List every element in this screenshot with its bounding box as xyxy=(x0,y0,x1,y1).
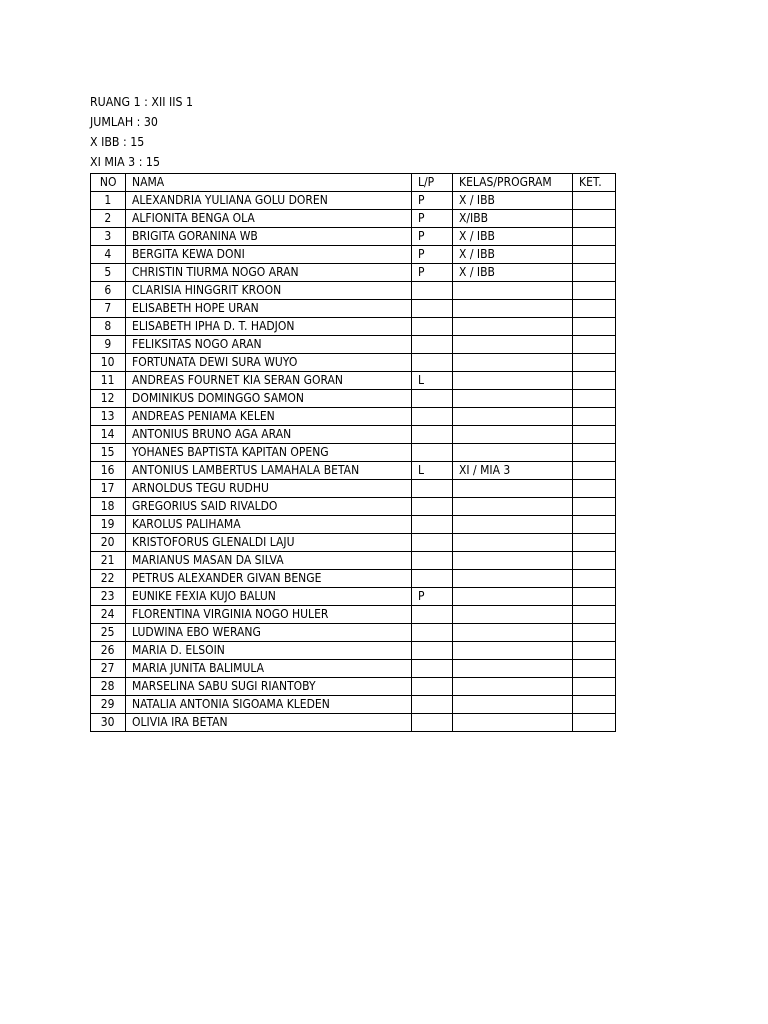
cell-kelas xyxy=(453,444,573,462)
cell-lp xyxy=(412,354,453,372)
cell-kelas xyxy=(453,624,573,642)
cell-nama: LUDWINA EBO WERANG xyxy=(126,624,412,642)
cell-lp xyxy=(412,624,453,642)
table-row xyxy=(91,480,616,498)
cell-lp xyxy=(412,696,453,714)
cell-nama: BRIGITA GORANINA WB xyxy=(126,228,412,246)
cell-ket xyxy=(573,300,616,318)
cell-no: 21 xyxy=(91,552,126,570)
cell-kelas xyxy=(453,678,573,696)
table-row xyxy=(91,426,616,444)
cell-ket xyxy=(573,696,616,714)
cell-lp xyxy=(412,534,453,552)
table-row xyxy=(91,606,616,624)
cell-kelas xyxy=(453,480,573,498)
cell-ket xyxy=(573,660,616,678)
cell-kelas xyxy=(453,570,573,588)
table-row xyxy=(91,624,616,642)
table-row xyxy=(91,516,616,534)
cell-ket xyxy=(573,642,616,660)
table-row xyxy=(91,408,616,426)
cell-lp xyxy=(412,444,453,462)
cell-lp xyxy=(412,660,453,678)
cell-no: 6 xyxy=(91,282,126,300)
cell-no: 1 xyxy=(91,192,126,210)
table-header-row xyxy=(91,174,616,192)
cell-no: 13 xyxy=(91,408,126,426)
column-header-nama: NAMA xyxy=(126,174,412,192)
cell-nama: NATALIA ANTONIA SIGOAMA KLEDEN xyxy=(126,696,412,714)
cell-kelas xyxy=(453,336,573,354)
cell-nama: ALEXANDRIA YULIANA GOLU DOREN xyxy=(126,192,412,210)
cell-no: 29 xyxy=(91,696,126,714)
cell-nama: ANDREAS FOURNET KIA SERAN GORAN xyxy=(126,372,412,390)
cell-kelas xyxy=(453,714,573,732)
cell-kelas xyxy=(453,498,573,516)
cell-ket xyxy=(573,570,616,588)
cell-nama: FORTUNATA DEWI SURA WUYO xyxy=(126,354,412,372)
cell-kelas xyxy=(453,642,573,660)
cell-ket xyxy=(573,588,616,606)
cell-no: 4 xyxy=(91,246,126,264)
column-header-ket: KET. xyxy=(573,174,616,192)
cell-ket xyxy=(573,264,616,282)
cell-no: 19 xyxy=(91,516,126,534)
cell-kelas xyxy=(453,606,573,624)
cell-kelas: X / IBB xyxy=(453,228,573,246)
cell-kelas xyxy=(453,408,573,426)
cell-nama: ANTONIUS BRUNO AGA ARAN xyxy=(126,426,412,444)
cell-kelas xyxy=(453,534,573,552)
table-row xyxy=(91,282,616,300)
cell-no: 30 xyxy=(91,714,126,732)
cell-no: 2 xyxy=(91,210,126,228)
cell-ket xyxy=(573,228,616,246)
cell-kelas xyxy=(453,300,573,318)
cell-kelas xyxy=(453,390,573,408)
cell-nama: ARNOLDUS TEGU RUDHU xyxy=(126,480,412,498)
cell-lp: P xyxy=(412,246,453,264)
class-count-xi-mia-3: XI MIA 3 : 15 xyxy=(90,155,160,169)
cell-kelas xyxy=(453,426,573,444)
cell-ket xyxy=(573,282,616,300)
cell-lp xyxy=(412,426,453,444)
cell-lp xyxy=(412,318,453,336)
cell-nama: MARSELINA SABU SUGI RIANTOBY xyxy=(126,678,412,696)
cell-kelas xyxy=(453,282,573,300)
document-header xyxy=(90,92,193,172)
cell-no: 15 xyxy=(91,444,126,462)
cell-nama: DOMINIKUS DOMINGGO SAMON xyxy=(126,390,412,408)
room-title: RUANG 1 : XII IIS 1 xyxy=(90,95,194,109)
cell-ket xyxy=(573,678,616,696)
cell-no: 22 xyxy=(91,570,126,588)
table-row xyxy=(91,246,616,264)
cell-no: 12 xyxy=(91,390,126,408)
cell-no: 27 xyxy=(91,660,126,678)
table-row xyxy=(91,228,616,246)
cell-no: 18 xyxy=(91,498,126,516)
table-row xyxy=(91,714,616,732)
table-row xyxy=(91,444,616,462)
cell-nama: CLARISIA HINGGRIT KROON xyxy=(126,282,412,300)
cell-lp: L xyxy=(412,462,453,480)
cell-nama: ANTONIUS LAMBERTUS LAMAHALA BETAN xyxy=(126,462,412,480)
cell-kelas xyxy=(453,354,573,372)
cell-ket xyxy=(573,246,616,264)
cell-lp xyxy=(412,552,453,570)
table-row xyxy=(91,498,616,516)
cell-ket xyxy=(573,192,616,210)
cell-nama: YOHANES BAPTISTA KAPITAN OPENG xyxy=(126,444,412,462)
cell-no: 9 xyxy=(91,336,126,354)
cell-kelas xyxy=(453,372,573,390)
cell-nama: BERGITA KEWA DONI xyxy=(126,246,412,264)
cell-ket xyxy=(573,408,616,426)
cell-no: 23 xyxy=(91,588,126,606)
cell-nama: PETRUS ALEXANDER GIVAN BENGE xyxy=(126,570,412,588)
cell-nama: ELISABETH HOPE URAN xyxy=(126,300,412,318)
cell-kelas: XI / MIA 3 xyxy=(453,462,573,480)
column-header-lp: L/P xyxy=(412,174,453,192)
cell-lp xyxy=(412,480,453,498)
cell-no: 26 xyxy=(91,642,126,660)
cell-ket xyxy=(573,318,616,336)
cell-lp xyxy=(412,606,453,624)
cell-no: 25 xyxy=(91,624,126,642)
table-row xyxy=(91,264,616,282)
cell-nama: ALFIONITA BENGA OLA xyxy=(126,210,412,228)
cell-ket xyxy=(573,210,616,228)
cell-lp xyxy=(412,282,453,300)
cell-ket xyxy=(573,354,616,372)
cell-lp: P xyxy=(412,210,453,228)
cell-no: 20 xyxy=(91,534,126,552)
cell-kelas: X / IBB xyxy=(453,192,573,210)
cell-nama: KRISTOFORUS GLENALDI LAJU xyxy=(126,534,412,552)
cell-no: 3 xyxy=(91,228,126,246)
cell-lp: P xyxy=(412,192,453,210)
cell-ket xyxy=(573,534,616,552)
table-row xyxy=(91,570,616,588)
cell-ket xyxy=(573,444,616,462)
class-count-x-ibb: X IBB : 15 xyxy=(90,135,145,149)
cell-nama: KAROLUS PALIHAMA xyxy=(126,516,412,534)
table-row xyxy=(91,534,616,552)
cell-nama: MARIANUS MASAN DA SILVA xyxy=(126,552,412,570)
cell-lp: P xyxy=(412,588,453,606)
cell-nama: CHRISTIN TIURMA NOGO ARAN xyxy=(126,264,412,282)
cell-kelas: X / IBB xyxy=(453,264,573,282)
table-row xyxy=(91,696,616,714)
cell-kelas xyxy=(453,516,573,534)
cell-lp xyxy=(412,642,453,660)
cell-nama: ANDREAS PENIAMA KELEN xyxy=(126,408,412,426)
cell-nama: FELIKSITAS NOGO ARAN xyxy=(126,336,412,354)
student-table xyxy=(90,173,616,732)
cell-no: 7 xyxy=(91,300,126,318)
cell-lp xyxy=(412,570,453,588)
table-row xyxy=(91,192,616,210)
cell-kelas xyxy=(453,552,573,570)
cell-nama: OLIVIA IRA BETAN xyxy=(126,714,412,732)
table-row xyxy=(91,390,616,408)
cell-nama: ELISABETH IPHA D. T. HADJON xyxy=(126,318,412,336)
cell-lp xyxy=(412,390,453,408)
cell-lp: L xyxy=(412,372,453,390)
cell-lp: P xyxy=(412,228,453,246)
cell-nama: EUNIKE FEXIA KUJO BALUN xyxy=(126,588,412,606)
cell-no: 10 xyxy=(91,354,126,372)
table-row xyxy=(91,642,616,660)
cell-kelas: X / IBB xyxy=(453,246,573,264)
table-row xyxy=(91,318,616,336)
cell-lp xyxy=(412,714,453,732)
cell-ket xyxy=(573,624,616,642)
cell-kelas xyxy=(453,318,573,336)
cell-no: 17 xyxy=(91,480,126,498)
table-row xyxy=(91,660,616,678)
column-header-kelas-program: KELAS/PROGRAM xyxy=(453,174,573,192)
cell-no: 24 xyxy=(91,606,126,624)
cell-ket xyxy=(573,462,616,480)
table-row xyxy=(91,552,616,570)
total-count: JUMLAH : 30 xyxy=(90,115,158,129)
cell-no: 14 xyxy=(91,426,126,444)
table-row xyxy=(91,336,616,354)
cell-ket xyxy=(573,606,616,624)
cell-lp xyxy=(412,516,453,534)
cell-lp xyxy=(412,498,453,516)
cell-ket xyxy=(573,336,616,354)
cell-ket xyxy=(573,372,616,390)
cell-nama: MARIA D. ELSOIN xyxy=(126,642,412,660)
cell-lp xyxy=(412,678,453,696)
cell-ket xyxy=(573,516,616,534)
table-body xyxy=(91,192,616,732)
table-row xyxy=(91,372,616,390)
cell-ket xyxy=(573,714,616,732)
cell-ket xyxy=(573,390,616,408)
table-row xyxy=(91,354,616,372)
cell-ket xyxy=(573,480,616,498)
table-row xyxy=(91,462,616,480)
cell-no: 5 xyxy=(91,264,126,282)
cell-no: 16 xyxy=(91,462,126,480)
cell-kelas: X/IBB xyxy=(453,210,573,228)
cell-nama: MARIA JUNITA BALIMULA xyxy=(126,660,412,678)
cell-kelas xyxy=(453,696,573,714)
table-row xyxy=(91,588,616,606)
cell-no: 28 xyxy=(91,678,126,696)
cell-ket xyxy=(573,552,616,570)
cell-no: 11 xyxy=(91,372,126,390)
table-row xyxy=(91,210,616,228)
cell-lp: P xyxy=(412,264,453,282)
column-header-no: NO xyxy=(91,174,126,192)
cell-nama: GREGORIUS SAID RIVALDO xyxy=(126,498,412,516)
cell-lp xyxy=(412,408,453,426)
table-row xyxy=(91,300,616,318)
cell-lp xyxy=(412,300,453,318)
cell-kelas xyxy=(453,660,573,678)
cell-kelas xyxy=(453,588,573,606)
table-row xyxy=(91,678,616,696)
cell-ket xyxy=(573,426,616,444)
cell-lp xyxy=(412,336,453,354)
cell-nama: FLORENTINA VIRGINIA NOGO HULER xyxy=(126,606,412,624)
cell-no: 8 xyxy=(91,318,126,336)
cell-ket xyxy=(573,498,616,516)
